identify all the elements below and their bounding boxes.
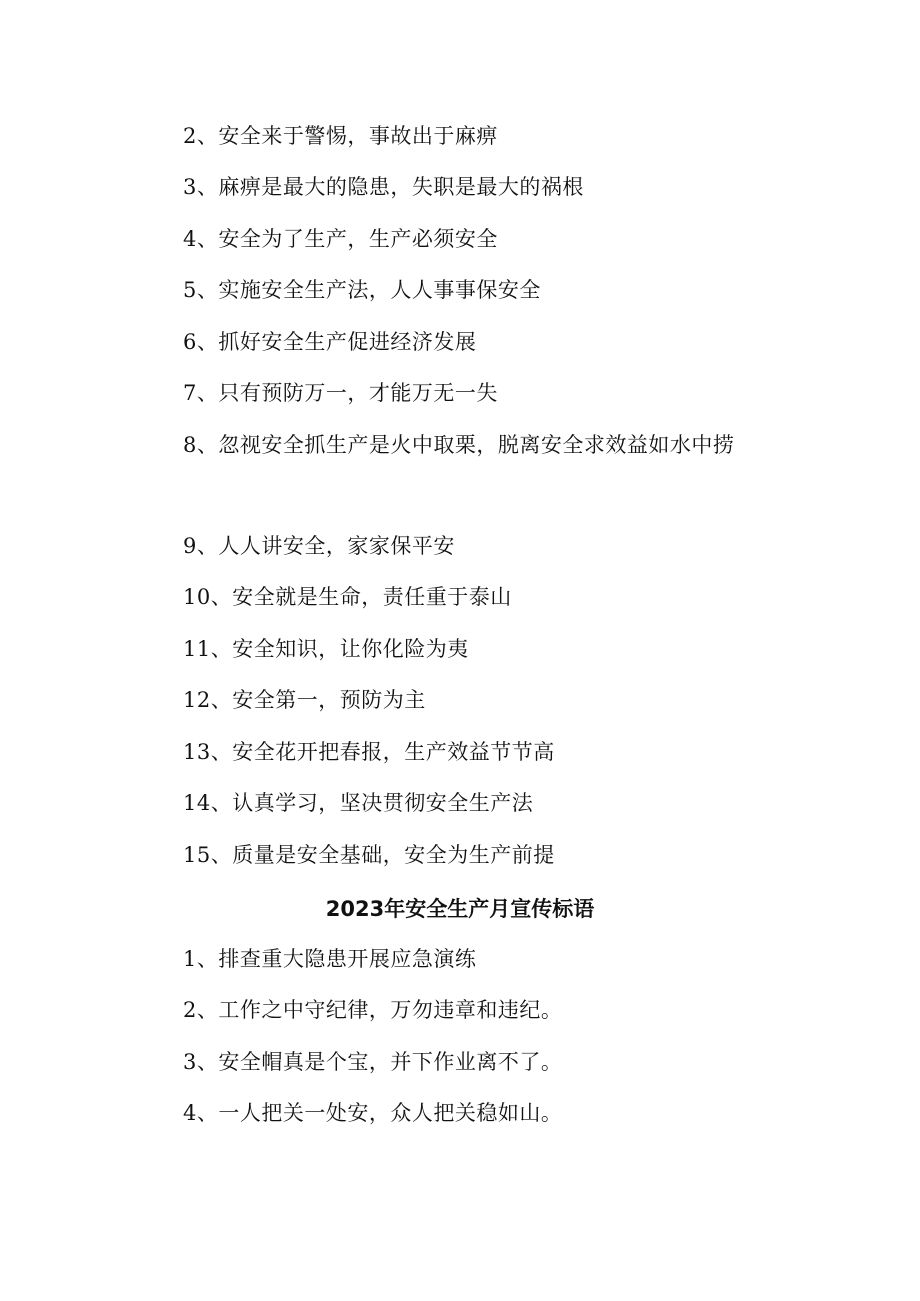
slogan-line: 5、实施安全生产法，人人事事保安全	[183, 278, 541, 302]
slogan-line: 2、安全来于警惕，事故出于麻痹	[183, 124, 498, 148]
slogan-line: 8、忽视安全抓生产是火中取栗，脱离安全求效益如水中捞	[183, 433, 735, 457]
slogan-line: 6、抓好安全生产促进经济发展	[183, 330, 477, 354]
slogan-line: 13、安全花开把春报，生产效益节节高	[183, 740, 555, 764]
section-title: 2023年安全生产月宣传标语	[325, 897, 595, 921]
slogan-line: 1、排查重大隐患开展应急演练	[183, 947, 477, 971]
slogan-line: 7、只有预防万一，才能万无一失	[183, 381, 498, 405]
slogan-line: 10、安全就是生命，责任重于泰山	[183, 585, 512, 609]
slogan-line: 4、安全为了生产，生产必须安全	[183, 227, 498, 251]
slogan-line: 12、安全第一，预防为主	[183, 688, 426, 712]
slogan-line: 3、安全帽真是个宝，并下作业离不了。	[183, 1050, 563, 1074]
slogan-line: 14、认真学习，坚决贯彻安全生产法	[183, 791, 534, 815]
slogan-line: 11、安全知识，让你化险为夷	[183, 637, 469, 661]
slogan-line: 3、麻痹是最大的隐患，失职是最大的祸根	[183, 175, 584, 199]
slogan-line: 15、质量是安全基础，安全为生产前提	[183, 843, 555, 867]
slogan-line: 2、工作之中守纪律，万勿违章和违纪。	[183, 998, 563, 1022]
slogan-line: 9、人人讲安全，家家保平安	[183, 534, 455, 558]
slogan-line: 4、一人把关一处安，众人把关稳如山。	[183, 1101, 563, 1125]
